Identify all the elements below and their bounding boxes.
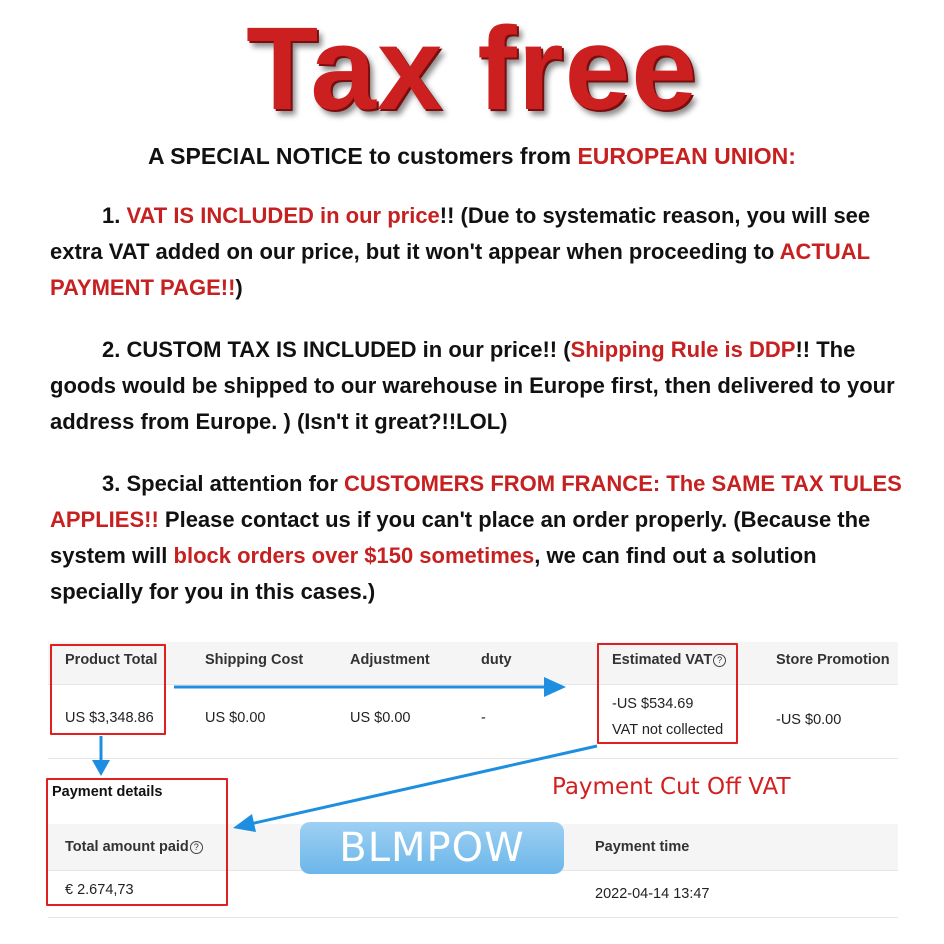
point-text-segment: 3. Special attention for (102, 471, 345, 496)
highlighted-text: VAT IS INCLUDED in our price (126, 203, 440, 228)
value-duty: - (481, 710, 486, 726)
highlighted-text: block orders over $150 sometimes (173, 543, 535, 568)
header-shipping-cost: Shipping Cost (205, 652, 304, 668)
arrow-product-to-vat-head (544, 677, 566, 697)
header-duty: duty (481, 652, 512, 668)
notice-highlight: EUROPEAN UNION: (577, 143, 796, 169)
payment-cut-off-vat-callout: Payment Cut Off VAT (552, 774, 791, 800)
point-text-segment: , we can find out a solution specially for you in this cases.) (50, 543, 817, 604)
question-circle-icon[interactable]: ? (190, 841, 203, 854)
total-amount-paid-value: € 2.674,73 (65, 882, 134, 898)
point-text-segment: ) (235, 275, 243, 300)
question-circle-icon[interactable]: ? (713, 654, 726, 667)
payment-time-value: 2022-04-14 13:47 (595, 886, 710, 902)
value-estimated-vat: -US $534.69 (612, 696, 694, 712)
highlighted-text: Shipping Rule is DDP (570, 337, 796, 362)
value-shipping-cost: US $0.00 (205, 710, 266, 726)
highlighted-text: CUSTOMERS FROM FRANCE: The SAME TAX TULES APPLIES!! (50, 471, 902, 532)
payment-time-header: Payment time (595, 839, 690, 855)
point-text-segment: !! (Due to systematic reason, you will see extra VAT added on our price, but it won't appear when proceeding to (50, 203, 871, 264)
arrow-vat-to-payment-head (233, 814, 256, 832)
highlighted-text: ACTUAL PAYMENT PAGE!! (50, 239, 870, 300)
value-adjustment: US $0.00 (350, 710, 411, 726)
arrow-product-to-payment-head (92, 760, 110, 776)
total-amount-paid-label: Total amount paid (65, 839, 189, 855)
notice-prefix: A SPECIAL NOTICE to customers from (148, 143, 578, 169)
point-text-segment: Please contact us if you can't place an order properly. (Because the system will (50, 507, 871, 568)
header-product-total: Product Total (65, 652, 158, 668)
header-estimated-vat-label: Estimated VAT (612, 652, 713, 668)
value-store-promotion: -US $0.00 (776, 712, 842, 728)
point-text-segment: 1. (102, 203, 127, 228)
arrow-vat-to-payment (250, 746, 597, 824)
payment-details-title: Payment details (52, 784, 163, 800)
point-text-segment: 2. CUSTOM TAX IS INCLUDED in our price!! ( (102, 337, 571, 362)
value-product-total: US $3,348.86 (65, 710, 154, 726)
point-text-segment: !! The goods would be shipped to our warehouse in Europe first, then delivered to your address from Europe. ) (Isn't it great?!!LOL) (50, 337, 895, 434)
blmpow-watermark: BLMPOW (300, 822, 564, 874)
vat-not-collected-note: VAT not collected (612, 722, 724, 738)
header-adjustment: Adjustment (350, 652, 430, 668)
tax-free-title: Tax free (246, 3, 698, 135)
header-store-promotion: Store Promotion (776, 652, 890, 668)
